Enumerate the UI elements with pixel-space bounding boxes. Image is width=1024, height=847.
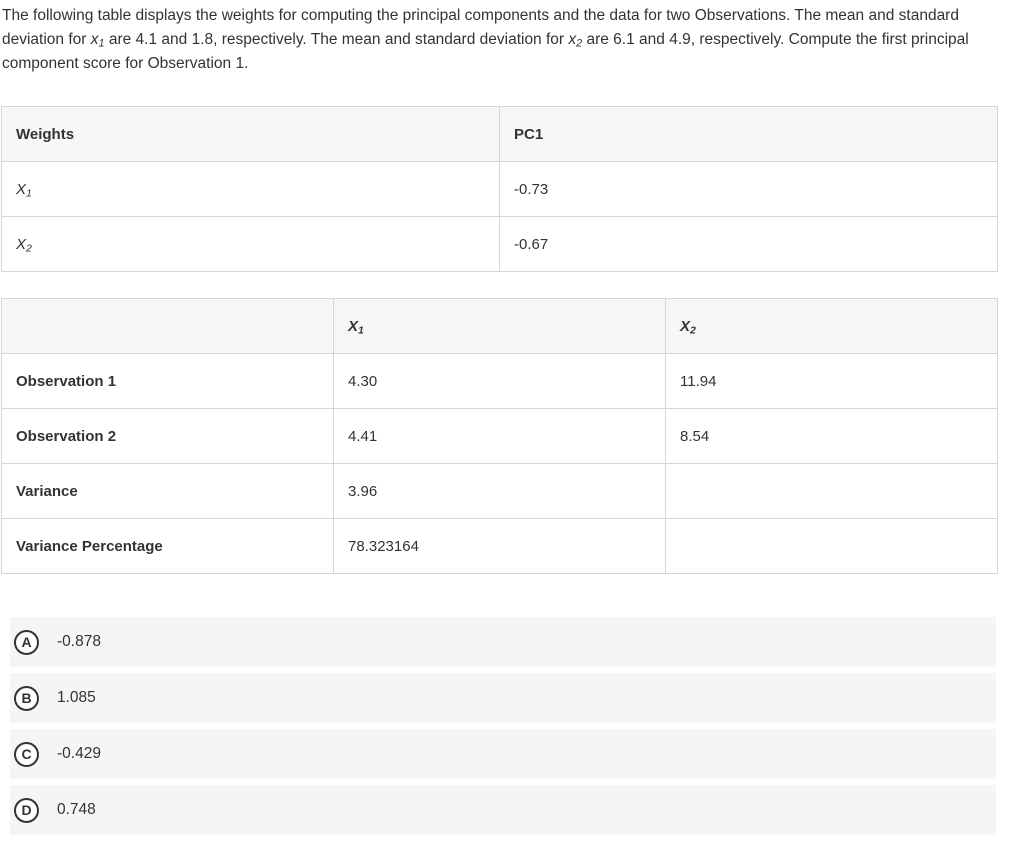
option-letter-badge: A [14, 630, 39, 655]
weights-row-x1 [2, 162, 998, 217]
option-letter-badge: D [14, 798, 39, 823]
obs-cell-x1: 4.30 [334, 354, 666, 409]
obs-cell-x1: 3.96 [334, 464, 666, 519]
obs-row-observation-1 [2, 354, 998, 409]
option-value: -0.878 [57, 633, 101, 650]
option-value: 0.748 [57, 801, 96, 818]
question-part-1: The following table displays the weights for computing the principal components and the data for two Observations. The mean and standard deviation for [2, 7, 959, 48]
obs-cell-x2 [666, 519, 998, 574]
option-c[interactable] [10, 729, 996, 779]
weights-row-x2 [2, 217, 998, 272]
obs-cell-x2: 11.94 [666, 354, 998, 409]
obs-row-label: Observation 2 [2, 409, 334, 464]
option-value: -0.429 [57, 745, 101, 762]
obs-cell-x2: 8.54 [666, 409, 998, 464]
weights-header-row [2, 107, 998, 162]
weights-table [1, 106, 998, 272]
option-d[interactable] [10, 785, 996, 835]
observations-table [1, 298, 998, 574]
question-var-x1: $x_1$ [90, 31, 105, 50]
obs-cell-x1: 78.323164 [334, 519, 666, 574]
obs-header-row [2, 299, 998, 354]
obs-header-x2: $X_2$ [666, 299, 998, 354]
obs-header-blank [2, 299, 334, 354]
question-part-3: are 6.1 and 4.9, respectively. Compute the first principal component score for Observation 1. [2, 31, 969, 72]
obs-row-label: Variance Percentage [2, 519, 334, 574]
weights-pc1-x2: -0.67 [500, 217, 998, 272]
weights-var-x1: $X_1$ [2, 162, 500, 217]
obs-cell-x2 [666, 464, 998, 519]
obs-row-variance-percentage [2, 519, 998, 574]
obs-row-observation-2 [2, 409, 998, 464]
option-value: 1.085 [57, 689, 96, 706]
question-var-x2: $x_2$ [568, 31, 583, 50]
weights-pc1-x1: -0.73 [500, 162, 998, 217]
option-letter-badge: B [14, 686, 39, 711]
option-a[interactable] [10, 617, 996, 667]
answer-options [10, 617, 996, 841]
weights-header-label: Weights [2, 107, 500, 162]
obs-row-label: Observation 1 [2, 354, 334, 409]
option-b[interactable] [10, 673, 996, 723]
obs-header-x1: $X_1$ [334, 299, 666, 354]
obs-row-label: Variance [2, 464, 334, 519]
question-part-2: are 4.1 and 1.8, respectively. The mean and standard deviation for [104, 31, 569, 48]
obs-row-variance [2, 464, 998, 519]
obs-cell-x1: 4.41 [334, 409, 666, 464]
question-text [2, 4, 1012, 76]
weights-header-pc1: PC1 [500, 107, 998, 162]
option-letter-badge: C [14, 742, 39, 767]
weights-var-x2: $X_2$ [2, 217, 500, 272]
